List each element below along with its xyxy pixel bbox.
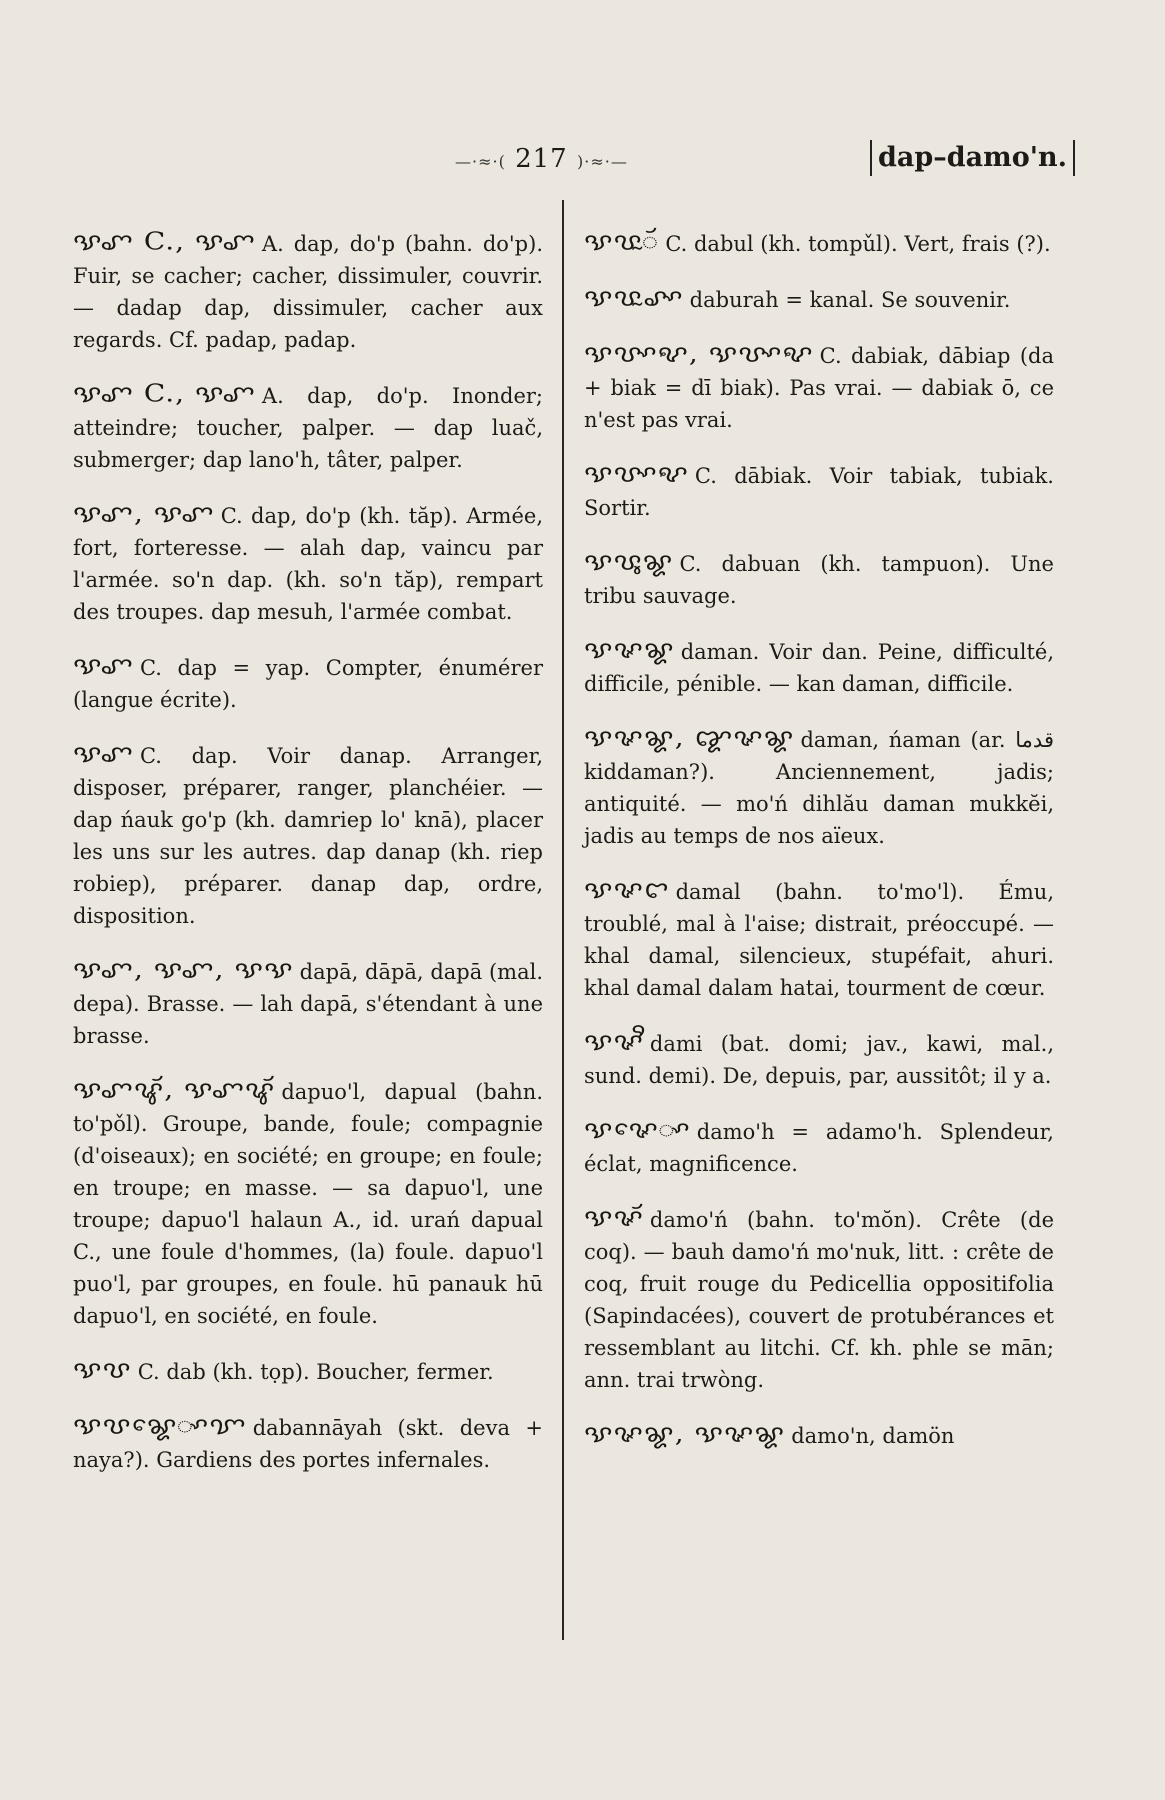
- cham-script-headword: ꨕꨝꨘꨯꨳꨢ: [73, 1411, 247, 1440]
- dictionary-entry: [73, 378, 543, 476]
- entry-text: damo'ń (bahn. to'mŏn). Crête (de coq). — bauh damo'ń mo'nuk, litt. : crête de coq, fruit rouge du Pedicellia oppositifolia (Sapindacées), couvert de protubérances et ressemblant au litchi. Cf. kh. phle se mān; ann. trai trwòng.: [584, 1208, 1054, 1392]
- cham-script-headword: ꨕꨚ C., ꨕꨚ: [73, 379, 256, 408]
- cham-script-headword: ꨕꨟꨤ: [584, 875, 670, 904]
- cham-script-headword: ꨕꨝꨳꨦ, ꨕꨝꨳꨦ: [584, 339, 814, 368]
- entry-text: dami (bat. domi; jav., kawi, mal., sund. demi). De, depuis, par, aussitôt; il y a.: [584, 1032, 1054, 1088]
- entry-text: C. dabuan (kh. tampuon). Une tribu sauvage.: [584, 552, 1054, 608]
- dictionary-entry: [73, 1074, 543, 1332]
- entry-text: C. dabul (kh. tompǔl). Vert, frais (?).: [665, 232, 1051, 256]
- running-head: [870, 140, 1075, 176]
- dictionary-entry: [584, 1026, 1054, 1092]
- entry-text: dabannāyah (skt. deva + naya?). Gardiens des portes infernales.: [73, 1416, 543, 1472]
- left-column: [73, 205, 543, 1498]
- running-head-text: dap–damo'n.: [878, 142, 1067, 173]
- dictionary-entry: [73, 1354, 543, 1388]
- column-divider: [562, 200, 564, 1640]
- entry-text: C. dabiak, dābiap (da + biak = dī biak). Pas vrai. — dabiak ō, ce n'est pas vrai.: [584, 344, 1054, 432]
- cham-script-headword: ꨕꨝꨶꨘ: [584, 547, 674, 576]
- entry-text: A. dap, do'p (bahn. do'p). Fuir, se cacher; cacher, dissimuler, couvrir. — dadap dap, dissimuler, cacher aux regards. Cf. padap, padap.: [73, 232, 543, 352]
- dictionary-entry: [584, 874, 1054, 1004]
- cham-script-headword: ꨕꨟꨘ: [584, 635, 675, 664]
- page-number-value: 217: [515, 144, 568, 174]
- entry-text: dapā, dāpā, dapā (mal. depa). Brasse. — lah dapā, s'étendant à une brasse.: [73, 960, 543, 1048]
- cham-script-headword: ꨕꨚ: [73, 651, 134, 680]
- dictionary-entry: [584, 1418, 1054, 1452]
- cham-script-headword: ꨕꨚ: [73, 739, 134, 768]
- entry-text: daburah = kanal. Se souvenir.: [689, 288, 1011, 312]
- dictionary-entry: [73, 738, 543, 932]
- cham-script-headword: ꨕꨟꨯꨳ: [584, 1115, 691, 1144]
- dictionary-entry: [73, 954, 543, 1052]
- cham-script-headword: ꨕꨝꨳꨦ: [584, 459, 689, 488]
- cham-script-headword: ꨕꨚꨥꨮ, ꨕꨚꨥꨮ: [73, 1075, 276, 1104]
- entry-text: daman. Voir dan. Peine, difficulté, difficile, pénible. — kan daman, difficile.: [584, 640, 1054, 696]
- entry-text: damal (bahn. to'mo'l). Ému, troublé, mal à l'aise; distrait, préoccupé. — khal damal, silencieux, stupéfait, ahuri. khal damal dalam hatai, tourment de cœur.: [584, 880, 1054, 1000]
- right-column: [584, 205, 1054, 1474]
- dictionary-entry: [73, 498, 543, 628]
- entry-text: C. dap. Voir danap. Arranger, disposer, préparer, ranger, planchéier. — dap ńauk go'p (kh. damriep lo' knā), placer les uns sur les autres. dap danap (kh. riep robiep), préparer. danap dap, ordre, disposition.: [73, 744, 543, 928]
- dictionary-entry: [73, 650, 543, 716]
- dictionary-entry: [584, 1202, 1054, 1396]
- dictionary-entry: [584, 634, 1054, 700]
- cham-script-headword: ꨕꨝ: [73, 1355, 132, 1384]
- ornament-right: )·≈·—: [577, 152, 628, 171]
- entry-text: C. dābiak. Voir tabiak, tubiak. Sortir.: [584, 464, 1054, 520]
- entry-text: damo'n, damön: [791, 1424, 955, 1448]
- entry-text: daman, ńaman (ar. قدما kiddaman?). Anciennement, jadis; antiquité. — mo'ń dihlău daman mukkĕi, jadis au temps de nos aïeux.: [584, 728, 1054, 848]
- cham-script-headword: ꨕꨚ, ꨕꨚ, ꨕꨕ: [73, 955, 294, 984]
- dictionary-entry: [73, 226, 543, 356]
- dictionary-entry: [584, 546, 1054, 612]
- page-number: [455, 144, 628, 174]
- cham-script-headword: ꨕꨝꨭꨮ: [584, 227, 660, 256]
- dictionary-entry: [584, 282, 1054, 316]
- entry-text: C. dab (kh. tọp). Boucher, fermer.: [137, 1360, 494, 1384]
- dictionary-entry: [584, 458, 1054, 524]
- dictionary-entry: [73, 1410, 543, 1476]
- cham-script-headword: ꨕꨟꨪ: [584, 1027, 644, 1056]
- cham-script-headword: ꨕꨟꨮ: [584, 1203, 644, 1232]
- dictionary-entry: [584, 1114, 1054, 1180]
- dictionary-entry: [584, 338, 1054, 436]
- entry-text: damo'h = adamo'h. Splendeur, éclat, magnificence.: [584, 1120, 1054, 1176]
- cham-script-headword: ꨕꨟꨘ, ꨑꨟꨘ: [584, 723, 795, 752]
- ornament-left: —·≈·(: [455, 152, 506, 171]
- cham-script-headword: ꨕꨚ C., ꨕꨚ: [73, 227, 256, 256]
- entry-text: dapuo'l, dapual (bahn. to'pǒl). Groupe, bande, foule; compagnie (d'oiseaux); en société; en groupe; en foule; en troupe; en masse. — sa dapuo'l, une troupe; dapuo'l halaun A., id. urań dapual C., une foule d'hommes, (la) foule. dapuo'l puo'l, par groupes, en foule. hū panauk hū dapuo'l, en société, en foule.: [73, 1080, 543, 1328]
- entry-text: C. dap, do'p (kh. tăp). Armée, fort, forteresse. — alah dap, vaincu par l'armée. so'n dap. (kh. so'n tăp), rempart des troupes. dap mesuh, l'armée combat.: [73, 504, 543, 624]
- dictionary-entry: [584, 722, 1054, 852]
- dictionary-entry: [584, 226, 1054, 260]
- page-header: [0, 138, 1165, 188]
- entry-text: A. dap, do'p. Inonder; atteindre; toucher, palper. — dap luač, submerger; dap lano'h, tâter, palper.: [73, 384, 543, 472]
- entry-text: C. dap = yap. Compter, énumérer (langue écrite).: [73, 656, 543, 712]
- cham-script-headword: ꨕꨟꨘ, ꨕꨟꨘ: [584, 1419, 786, 1448]
- cham-script-headword: ꨕꨝꨭꨣꨳ: [584, 283, 684, 312]
- cham-script-headword: ꨕꨚ, ꨕꨚ: [73, 499, 215, 528]
